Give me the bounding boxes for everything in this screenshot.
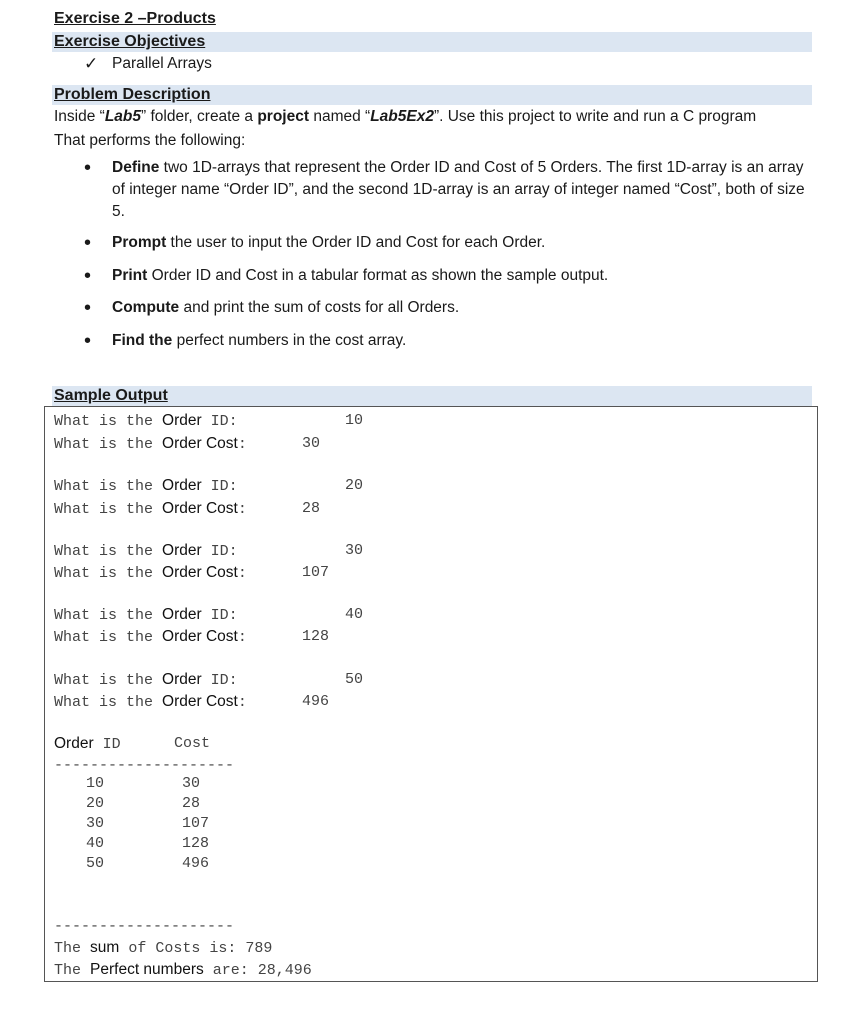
exercise-title: Exercise 2 –Products [54, 10, 216, 27]
check-icon: ✓ [84, 54, 99, 73]
order-id-value: 40 [345, 606, 364, 623]
order-id-value: 20 [345, 477, 364, 494]
problem-heading: Problem Description [54, 86, 211, 103]
prompt-cost-line: What is the Order Cost: [54, 435, 247, 453]
table-cell-id: 10 [86, 775, 105, 792]
bullet-icon: • [84, 297, 92, 319]
table-cell-id: 30 [86, 815, 105, 832]
bullet-define: Define two 1D-arrays that represent the Order ID and Cost of 5 Orders. The first 1D-array is an array of integer name “Order ID”, and the second 1D-array is an array of integer named “Cost”, both of size 5. [112, 159, 805, 220]
objectives-heading: Exercise Objectives [54, 33, 206, 50]
table-header-cost: Cost [174, 735, 211, 752]
objective-item: Parallel Arrays [112, 55, 212, 72]
problem-intro-line2: That performs the following: [54, 132, 246, 149]
order-cost-value: 28 [302, 500, 321, 517]
table-cell-cost: 128 [182, 835, 210, 852]
sample-heading: Sample Output [54, 387, 168, 404]
table-cell-cost: 28 [182, 795, 201, 812]
order-cost-value: 107 [302, 564, 330, 581]
prompt-cost-line: What is the Order Cost: [54, 564, 247, 582]
bullet-icon: • [84, 265, 92, 287]
sum-line: The sum of Costs is: 789 [54, 939, 273, 957]
problem-intro: Inside “Lab5” folder, create a project named “Lab5Ex2”. Use this project to write and run a C program [54, 108, 757, 125]
order-cost-value: 30 [302, 435, 321, 452]
order-id-value: 50 [345, 671, 364, 688]
order-cost-value: 128 [302, 628, 330, 645]
prompt-cost-line: What is the Order Cost: [54, 628, 247, 646]
bullet-prompt: Prompt the user to input the Order ID and Cost for each Order. [112, 234, 546, 251]
bullet-compute: Compute and print the sum of costs for all Orders. [112, 299, 460, 316]
prompt-id-line: What is the Order ID: [54, 542, 238, 560]
table-cell-id: 50 [86, 855, 105, 872]
table-cell-cost: 496 [182, 855, 210, 872]
table-cell-cost: 107 [182, 815, 210, 832]
table-cell-id: 40 [86, 835, 105, 852]
order-id-value: 10 [345, 412, 364, 429]
order-id-value: 30 [345, 542, 364, 559]
table-cell-cost: 30 [182, 775, 201, 792]
prompt-id-line: What is the Order ID: [54, 412, 238, 430]
table-header-order-id: Order ID [54, 735, 121, 753]
order-cost-value: 496 [302, 693, 330, 710]
prompt-cost-line: What is the Order Cost: [54, 500, 247, 518]
bullet-print: Print Order ID and Cost in a tabular format as shown the sample output. [112, 267, 609, 284]
prompt-id-line: What is the Order ID: [54, 606, 238, 624]
table-cell-id: 20 [86, 795, 105, 812]
bullet-find: Find the perfect numbers in the cost array. [112, 332, 407, 349]
prompt-cost-line: What is the Order Cost: [54, 693, 247, 711]
bullet-icon: • [84, 232, 92, 254]
prompt-id-line: What is the Order ID: [54, 477, 238, 495]
prompt-id-line: What is the Order ID: [54, 671, 238, 689]
footer-separator: -------------------- [54, 918, 235, 935]
bullet-icon: • [84, 157, 92, 179]
perfect-numbers-line: The Perfect numbers are: 28,496 [54, 961, 312, 979]
bullet-icon: • [84, 330, 92, 352]
table-separator: -------------------- [54, 757, 235, 774]
